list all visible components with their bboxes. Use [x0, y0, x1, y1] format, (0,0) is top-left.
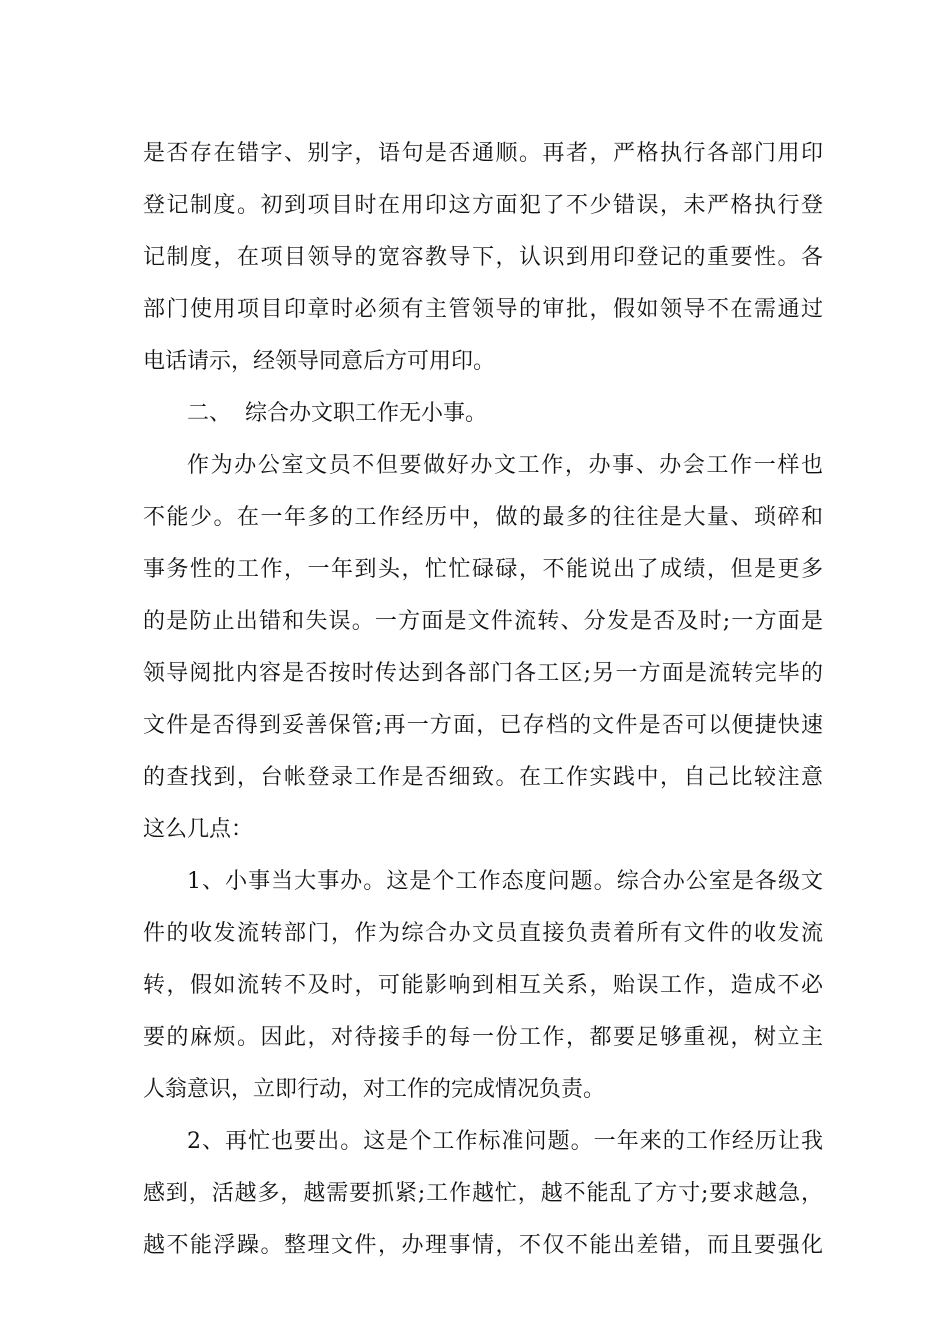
text-line: 要的麻烦。因此，对待接手的每一份工作，都要足够重视，树立主 [143, 1025, 823, 1050]
text-line: 的是防止出错和失误。一方面是文件流转、分发是否及时;一方面是 [143, 609, 823, 634]
paragraph [143, 1116, 823, 1272]
text-line: 文件是否得到妥善保管;再一方面，已存档的文件是否可以便捷快速 [143, 713, 823, 738]
heading-text: 二、 综合办文职工作无小事。 [187, 401, 487, 426]
text-line: 1、小事当大事办。这是个工作态度问题。综合办公室是各级文 [187, 869, 823, 894]
text-line: 领导阅批内容是否按时传达到各部门各工区;另一方面是流转完毕的 [143, 661, 823, 686]
text-line: 这么几点： [143, 817, 254, 842]
paragraph [143, 856, 823, 1116]
text-line: 作为办公室文员不但要做好办文工作，办事、办会工作一样也 [187, 453, 823, 478]
text-line: 是否存在错字、别字，语句是否通顺。再者，严格执行各部门用印 [143, 141, 823, 166]
text-line: 件的收发流转部门，作为综合办文员直接负责着所有文件的收发流 [143, 921, 823, 946]
text-line: 记制度，在项目领导的宽容教导下，认识到用印登记的重要性。各 [143, 245, 823, 270]
paragraph [143, 128, 823, 388]
text-line: 转，假如流转不及时，可能影响到相互关系，贻误工作，造成不必 [143, 973, 823, 998]
text-line: 的查找到，台帐登录工作是否细致。在工作实践中，自己比较注意 [143, 765, 823, 790]
document-body [143, 128, 823, 1272]
text-line: 人翁意识，立即行动，对工作的完成情况负责。 [143, 1077, 606, 1102]
text-line: 2、再忙也要出。这是个工作标准问题。一年来的工作经历让我 [187, 1129, 823, 1154]
text-line: 部门使用项目印章时必须有主管领导的审批，假如领导不在需通过 [143, 297, 823, 322]
text-line: 登记制度。初到项目时在用印这方面犯了不少错误，未严格执行登 [143, 193, 823, 218]
section-heading [143, 388, 823, 440]
text-line: 不能少。在一年多的工作经历中，做的最多的往往是大量、琐碎和 [143, 505, 823, 530]
text-line: 事务性的工作，一年到头，忙忙碌碌，不能说出了成绩，但是更多 [143, 557, 823, 582]
text-line: 电话请示，经领导同意后方可用印。 [143, 349, 496, 374]
text-line: 越不能浮躁。整理文件，办理事情，不仅不能出差错，而且要强化 [143, 1233, 823, 1258]
paragraph [143, 440, 823, 856]
text-line: 感到，活越多，越需要抓紧;工作越忙，越不能乱了方寸;要求越急， [143, 1181, 823, 1206]
